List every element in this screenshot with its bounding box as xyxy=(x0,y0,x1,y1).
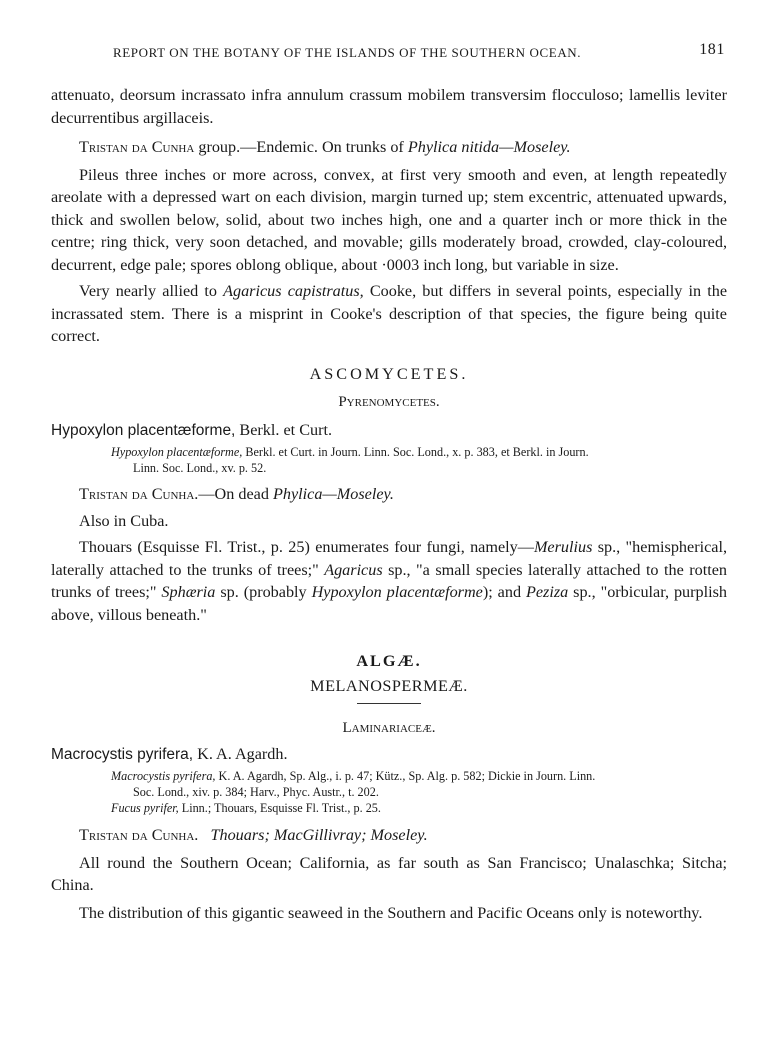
affinity-text-a: Very nearly allied to xyxy=(79,282,224,300)
thouars-text: ); and xyxy=(482,583,526,601)
thouars-text: sp., "hemispherical, laterally attached to the trunks of trees;" xyxy=(51,538,728,579)
synonym-name: Hypoxylon placentæforme, xyxy=(111,445,243,459)
running-title: REPORT ON THE BOTANY OF THE ISLANDS OF THE SOUTHERN OCEAN. xyxy=(113,45,582,60)
locality-collector: Phylica—Moseley. xyxy=(272,485,394,503)
family-heading-laminariaceae: Laminariaceæ. xyxy=(342,720,436,736)
synonym-name: Macrocystis pyrifera, xyxy=(111,769,216,783)
concluding-remark: The distribution of this gigantic seaweed in the Southern and Pacific Oceans only is noteworthy. xyxy=(79,903,703,922)
synonymy-hypoxylon xyxy=(111,444,727,476)
thouars-italic-term: Merulius xyxy=(533,538,593,556)
distribution-cuba: Also in Cuba. xyxy=(79,511,169,530)
affinity-text-b: Cooke, but differs in several points, especially in the incrassated stem. There is a misprint in Cooke's description of that species, the figure being quite correct. xyxy=(51,282,728,345)
distribution-paragraph: All round the Southern Ocean; California, as far south as San Francisco; Unalaschka; Sitcha; China. xyxy=(51,853,727,894)
thouars-text: sp., "a small species laterally attached to the rotten trunks of trees;" xyxy=(51,560,727,601)
subsection-heading-melanospermeae: MELANOSPERMEÆ. xyxy=(310,676,468,695)
locality-text: group.—Endemic. On trunks of xyxy=(194,138,408,156)
page-number: 181 xyxy=(699,41,725,58)
section-divider xyxy=(357,703,421,704)
thouars-italic-term: Peziza xyxy=(525,583,569,601)
thouars-italic-term: Agaricus xyxy=(324,560,383,579)
species-entry-macrocystis xyxy=(51,743,727,767)
species-authority: Berkl. et Curt. xyxy=(235,420,333,439)
species-name: Macrocystis pyrifera, xyxy=(51,745,194,763)
synonym-reference: Berkl. et Curt. in Journ. Linn. Soc. Lond., x. p. 383, et Berkl. in Journ. xyxy=(242,445,589,459)
synonym-reference-continued: Soc. Lond., xiv. p. 384; Harv., Phyc. Austr., t. 202. xyxy=(133,785,379,799)
synonymy-macrocystis xyxy=(111,768,727,800)
affinity-paragraph xyxy=(51,280,727,348)
section-heading-ascomycetes: ASCOMYCETES. xyxy=(309,364,469,383)
species-entry-hypoxylon xyxy=(51,419,727,443)
synonym-reference: K. A. Agardh, Sp. Alg., i. p. 47; Kütz., Sp. Alg. p. 582; Dickie in Journ. Linn. xyxy=(215,769,596,783)
page xyxy=(51,38,727,924)
running-header xyxy=(51,38,727,62)
thouars-italic-term: Hypoxylon placentæforme xyxy=(311,583,483,601)
thouars-text: Thouars (Esquisse Fl. Trist., p. 25) enumerates four fungi, namely— xyxy=(79,538,534,556)
locality-line-hypoxylon xyxy=(51,483,727,506)
diagnosis-continuation: attenuato, deorsum incrassato infra annulum crassum mobilem transversim flocculoso; lamellis leviter decurrentibus argillaceis. xyxy=(51,86,727,127)
locality-line-agaricus xyxy=(51,136,727,159)
subsection-heading-pyrenomycetes: Pyrenomycetes. xyxy=(338,394,440,410)
section-heading-algae: ALGÆ. xyxy=(356,652,422,670)
synonym-reference: Linn.; Thouars, Esquisse Fl. Trist., p. 25. xyxy=(178,801,381,815)
locality-line-macrocystis xyxy=(51,824,727,847)
thouars-italic-term: Sphæria xyxy=(161,583,216,601)
locality-name: Tristan da Cunha. xyxy=(79,826,199,844)
locality-collector: Phylica nitida—Moseley. xyxy=(407,138,571,156)
affinity-species: Agaricus capistratus, xyxy=(223,282,364,300)
thouars-paragraph xyxy=(51,536,727,626)
locality-name: Tristan da Cunha xyxy=(79,138,195,156)
description-paragraph: Pileus three inches or more across, convex, at first very smooth and even, at length repeatedly areolate with a depressed wart on each division, margin turned up; stem excentric, attenuated upwards, thick and swollen below, solid, about two inches high, one and a quarter inch or more thick in the centre; ring thick, very soon detached, and movable; gills moderately broad, crowded, clay-coloured, decurrent, edge pale; spores oblong oblique, about ·0003 inch long, but variable in size. xyxy=(51,165,727,274)
locality-text: —On dead xyxy=(198,485,273,503)
synonymy-fucus xyxy=(111,800,727,816)
thouars-text: sp., "orbicular, purplish above, villous beneath." xyxy=(51,583,728,624)
species-name: Hypoxylon placentæforme, xyxy=(51,421,236,439)
thouars-text: sp. (probably xyxy=(215,583,312,601)
locality-name: Tristan da Cunha. xyxy=(79,485,199,503)
locality-collectors: Thouars; MacGillivray; Moseley. xyxy=(210,826,428,844)
species-authority: K. A. Agardh. xyxy=(193,744,288,763)
synonym-name: Fucus pyrifer, xyxy=(111,801,179,815)
synonym-reference-continued: Linn. Soc. Lond., xv. p. 52. xyxy=(133,461,267,475)
